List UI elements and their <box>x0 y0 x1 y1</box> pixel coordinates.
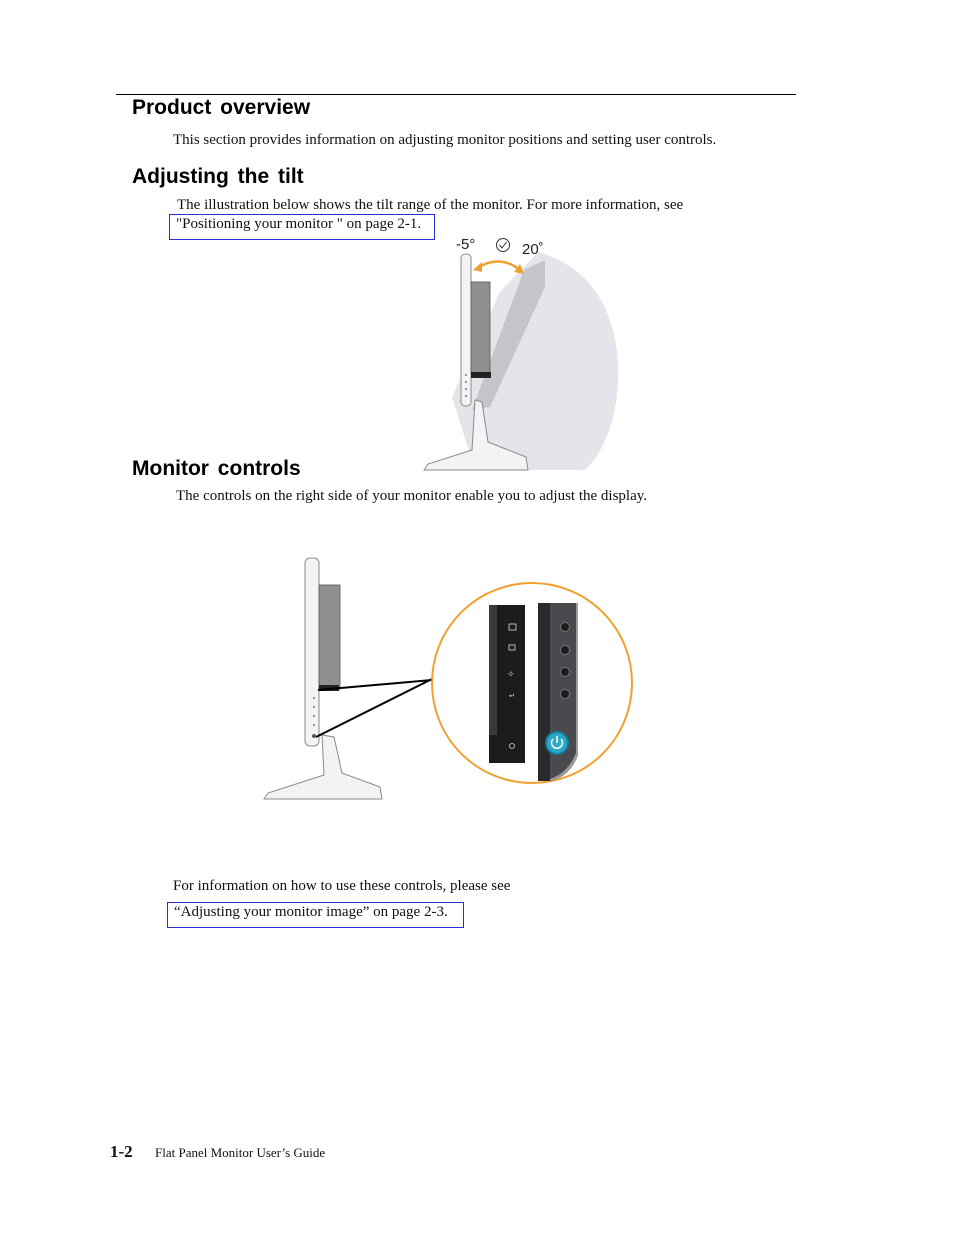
product-overview-text: This section provides information on adjusting monitor positions and setting user controls. <box>173 132 717 148</box>
heading-adjusting-tilt: Adjusting the tilt <box>132 165 304 188</box>
tilt-arc-arrow <box>477 261 520 270</box>
link-adjusting-image[interactable]: “Adjusting your monitor image” on page 2-3. <box>167 902 464 928</box>
heading-product-overview: Product overview <box>132 96 311 119</box>
tilt-illustration <box>420 232 630 472</box>
exit-icon: ↵ <box>509 692 515 700</box>
link-positioning-monitor[interactable]: "Positioning your monitor " on page 2-1. <box>169 214 435 240</box>
check-icon <box>497 239 510 252</box>
tilt-text: The illustration below shows the tilt range of the monitor. For more information, see <box>177 197 684 213</box>
heading-monitor-controls: Monitor controls <box>132 457 301 480</box>
control-button-4 <box>561 690 570 699</box>
control-button-2 <box>561 646 570 655</box>
auto-adjust-icon: ✧ <box>507 670 515 680</box>
control-button-3 <box>561 668 570 677</box>
control-button-1 <box>561 623 570 632</box>
zoom-circle <box>432 583 632 783</box>
controls-info-text: For information on how to use these controls, please see <box>173 878 511 894</box>
header-rule <box>116 94 796 95</box>
tilt-max-angle: 20˚ <box>522 241 544 258</box>
page-number: 1-2 <box>110 1142 133 1161</box>
footer-title: Flat Panel Monitor User’s Guide <box>155 1145 326 1160</box>
monitor-controls-text: The controls on the right side of your monitor enable you to adjust the display. <box>176 488 648 504</box>
controls-illustration <box>260 555 640 805</box>
tilt-min-angle: -5° <box>456 236 476 253</box>
